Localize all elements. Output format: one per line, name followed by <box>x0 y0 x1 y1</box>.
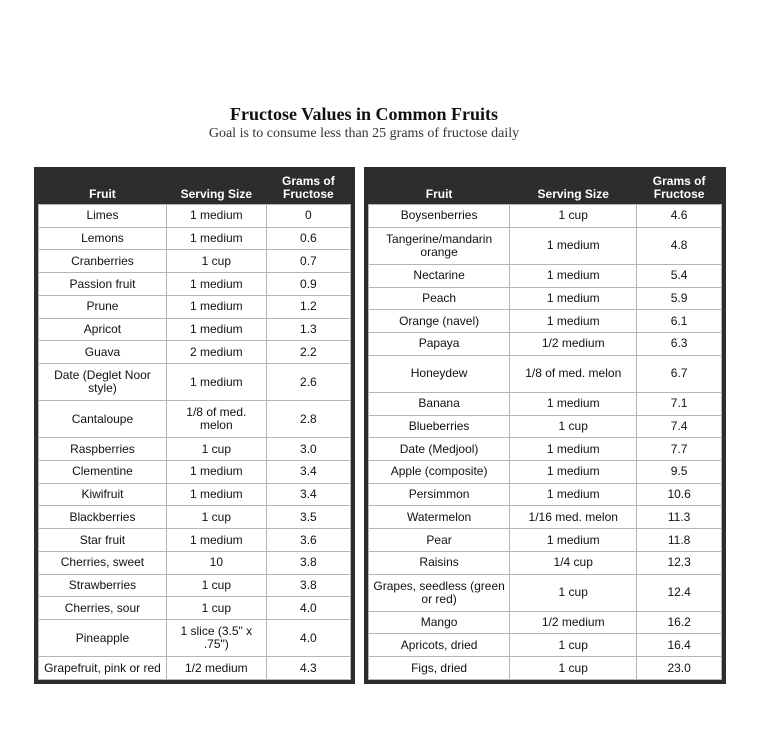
header-grams-of-fructose: Grams of Fructose <box>282 174 335 201</box>
table-row <box>369 483 722 506</box>
serving-size-cell: 1 medium <box>166 273 266 296</box>
serving-size-cell: 1 medium <box>510 529 637 552</box>
fructose-grams-cell: 3.5 <box>266 506 350 529</box>
table-row <box>39 205 351 228</box>
table-row <box>39 227 351 250</box>
serving-size-cell: 1 medium <box>166 364 266 401</box>
header-fruit: Fruit <box>89 187 116 201</box>
fruit-cell: Grapes, seedless (green or red) <box>369 574 510 611</box>
fruit-cell: Clementine <box>39 461 167 484</box>
fruit-cell: Prune <box>39 295 167 318</box>
fructose-grams-cell: 7.1 <box>637 392 722 415</box>
serving-size-cell: 1/4 cup <box>510 551 637 574</box>
fructose-grams-cell: 6.1 <box>637 310 722 333</box>
fructose-grams-cell: 10.6 <box>637 483 722 506</box>
serving-size-cell: 1 medium <box>510 438 637 461</box>
table-row <box>39 461 351 484</box>
fruit-cell: Nectarine <box>369 264 510 287</box>
table-row <box>369 355 722 392</box>
table-row <box>369 634 722 657</box>
table-row <box>369 310 722 333</box>
fruit-cell: Cherries, sour <box>39 597 167 620</box>
serving-size-cell: 1 medium <box>510 287 637 310</box>
serving-size-cell: 10 <box>166 551 266 574</box>
fructose-grams-cell: 1.3 <box>266 318 350 341</box>
fruit-cell: Orange (navel) <box>369 310 510 333</box>
fruit-cell: Figs, dried <box>369 657 510 680</box>
fruit-cell: Persimmon <box>369 483 510 506</box>
table-row <box>369 657 722 680</box>
table-row <box>369 506 722 529</box>
fruit-cell: Blackberries <box>39 506 167 529</box>
fruit-cell: Guava <box>39 341 167 364</box>
table-row <box>39 620 351 657</box>
fruit-cell: Cherries, sweet <box>39 551 167 574</box>
table-right <box>368 167 722 680</box>
serving-size-cell: 1 cup <box>166 574 266 597</box>
fructose-grams-cell: 4.0 <box>266 597 350 620</box>
table-row <box>369 574 722 611</box>
fruit-cell: Blueberries <box>369 415 510 438</box>
serving-size-cell: 1/16 med. melon <box>510 506 637 529</box>
serving-size-cell: 1 cup <box>510 634 637 657</box>
fructose-grams-cell: 16.4 <box>637 634 722 657</box>
table-row <box>39 250 351 273</box>
fruit-cell: Date (Medjool) <box>369 438 510 461</box>
serving-size-cell: 1 cup <box>166 250 266 273</box>
page-title: Fructose Values in Common Fruits <box>229 104 498 124</box>
fructose-grams-cell: 16.2 <box>637 611 722 634</box>
fruit-cell: Raisins <box>369 551 510 574</box>
fructose-grams-cell: 1.2 <box>266 295 350 318</box>
serving-size-cell: 1 medium <box>166 483 266 506</box>
table-row <box>369 529 722 552</box>
fruit-cell: Limes <box>39 205 167 228</box>
serving-size-cell: 1 cup <box>166 506 266 529</box>
fruit-cell: Strawberries <box>39 574 167 597</box>
serving-size-cell: 1 cup <box>510 657 637 680</box>
fructose-table-right <box>364 167 726 684</box>
table-row <box>39 506 351 529</box>
serving-size-cell: 1/2 medium <box>510 333 637 356</box>
fructose-grams-cell: 4.0 <box>266 620 350 657</box>
fruit-cell: Tangerine/mandarin orange <box>369 227 510 264</box>
fruit-cell: Pear <box>369 529 510 552</box>
fructose-grams-cell: 11.3 <box>637 506 722 529</box>
fruit-cell: Pineapple <box>39 620 167 657</box>
fructose-grams-cell: 0.6 <box>266 227 350 250</box>
serving-size-cell: 1/8 of med. melon <box>510 355 637 392</box>
header-fruit: Fruit <box>425 187 453 201</box>
fructose-grams-cell: 2.6 <box>266 364 350 401</box>
serving-size-cell: 1/2 medium <box>166 657 266 680</box>
table-row <box>369 227 722 264</box>
fructose-grams-cell: 5.4 <box>637 264 722 287</box>
header-serving-size: Serving Size <box>537 187 609 201</box>
fructose-grams-cell: 3.4 <box>266 483 350 506</box>
fructose-grams-cell: 5.9 <box>637 287 722 310</box>
fructose-grams-cell: 4.3 <box>266 657 350 680</box>
table-row <box>369 205 722 228</box>
table-row <box>369 333 722 356</box>
fruit-cell: Apricots, dried <box>369 634 510 657</box>
fruit-cell: Apple (composite) <box>369 461 510 484</box>
table-row <box>369 461 722 484</box>
table-row <box>369 438 722 461</box>
fructose-grams-cell: 0 <box>266 205 350 228</box>
fructose-grams-cell: 3.8 <box>266 551 350 574</box>
table-row <box>39 364 351 401</box>
serving-size-cell: 1 medium <box>510 392 637 415</box>
fructose-grams-cell: 3.6 <box>266 529 350 552</box>
serving-size-cell: 1 medium <box>166 205 266 228</box>
table-row <box>39 551 351 574</box>
fructose-grams-cell: 4.8 <box>637 227 722 264</box>
serving-size-cell: 1 medium <box>510 310 637 333</box>
fruit-cell: Cantaloupe <box>39 401 167 438</box>
fructose-grams-cell: 6.3 <box>637 333 722 356</box>
fructose-grams-cell: 12.3 <box>637 551 722 574</box>
serving-size-cell: 1 cup <box>510 415 637 438</box>
fruit-cell: Honeydew <box>369 355 510 392</box>
fructose-grams-cell: 2.2 <box>266 341 350 364</box>
table-row <box>369 611 722 634</box>
serving-size-cell: 1 medium <box>166 529 266 552</box>
fructose-grams-cell: 0.7 <box>266 250 350 273</box>
fructose-grams-cell: 2.8 <box>266 401 350 438</box>
serving-size-cell: 1 cup <box>510 574 637 611</box>
fruit-cell: Raspberries <box>39 438 167 461</box>
fructose-grams-cell: 23.0 <box>637 657 722 680</box>
table-row <box>39 438 351 461</box>
serving-size-cell: 1 medium <box>510 461 637 484</box>
serving-size-cell: 1 cup <box>166 438 266 461</box>
table-row <box>39 273 351 296</box>
fructose-grams-cell: 7.4 <box>637 415 722 438</box>
serving-size-cell: 1 medium <box>166 461 266 484</box>
fructose-grams-cell: 11.8 <box>637 529 722 552</box>
table-row <box>39 483 351 506</box>
table-row <box>369 287 722 310</box>
table-left-body <box>39 205 351 680</box>
fructose-grams-cell: 9.5 <box>637 461 722 484</box>
serving-size-cell: 1 medium <box>510 264 637 287</box>
fructose-grams-cell: 0.9 <box>266 273 350 296</box>
table-row <box>39 597 351 620</box>
header-grams-of-fructose: Grams of Fructose <box>652 174 706 201</box>
table-row <box>39 295 351 318</box>
fruit-cell: Boysenberries <box>369 205 510 228</box>
fruit-cell: Kiwifruit <box>39 483 167 506</box>
fruit-cell: Grapefruit, pink or red <box>39 657 167 680</box>
fructose-table-left <box>34 167 355 684</box>
serving-size-cell: 1 cup <box>166 597 266 620</box>
table-row <box>39 401 351 438</box>
fruit-cell: Watermelon <box>369 506 510 529</box>
table-row <box>39 341 351 364</box>
fruit-cell: Cranberries <box>39 250 167 273</box>
serving-size-cell: 1 slice (3.5" x .75") <box>166 620 266 657</box>
fruit-cell: Apricot <box>39 318 167 341</box>
fruit-cell: Banana <box>369 392 510 415</box>
serving-size-cell: 1/2 medium <box>510 611 637 634</box>
fructose-grams-cell: 6.7 <box>637 355 722 392</box>
fructose-grams-cell: 7.7 <box>637 438 722 461</box>
serving-size-cell: 1 medium <box>166 295 266 318</box>
table-row <box>39 318 351 341</box>
serving-size-cell: 1 medium <box>166 227 266 250</box>
serving-size-cell: 1 medium <box>510 483 637 506</box>
fruit-cell: Passion fruit <box>39 273 167 296</box>
serving-size-cell: 1 cup <box>510 205 637 228</box>
fruit-cell: Star fruit <box>39 529 167 552</box>
serving-size-cell: 1 medium <box>166 318 266 341</box>
table-left <box>38 167 351 680</box>
serving-size-cell: 1/8 of med. melon <box>166 401 266 438</box>
serving-size-cell: 1 medium <box>510 227 637 264</box>
fructose-grams-cell: 3.4 <box>266 461 350 484</box>
page-subtitle: Goal is to consume less than 25 grams of fructose daily <box>208 126 520 141</box>
fructose-grams-cell: 3.0 <box>266 438 350 461</box>
table-right-body <box>369 205 722 680</box>
table-row <box>39 657 351 680</box>
header-serving-size: Serving Size <box>180 187 252 201</box>
fruit-cell: Lemons <box>39 227 167 250</box>
fruit-cell: Papaya <box>369 333 510 356</box>
fruit-cell: Peach <box>369 287 510 310</box>
table-row <box>39 574 351 597</box>
fruit-cell: Date (Deglet Noor style) <box>39 364 167 401</box>
serving-size-cell: 2 medium <box>166 341 266 364</box>
table-header-row <box>39 167 351 205</box>
fructose-grams-cell: 4.6 <box>637 205 722 228</box>
table-header-row <box>369 167 722 205</box>
table-row <box>369 264 722 287</box>
fruit-cell: Mango <box>369 611 510 634</box>
fructose-grams-cell: 12.4 <box>637 574 722 611</box>
fructose-grams-cell: 3.8 <box>266 574 350 597</box>
table-row <box>369 392 722 415</box>
table-row <box>39 529 351 552</box>
table-row <box>369 551 722 574</box>
table-row <box>369 415 722 438</box>
